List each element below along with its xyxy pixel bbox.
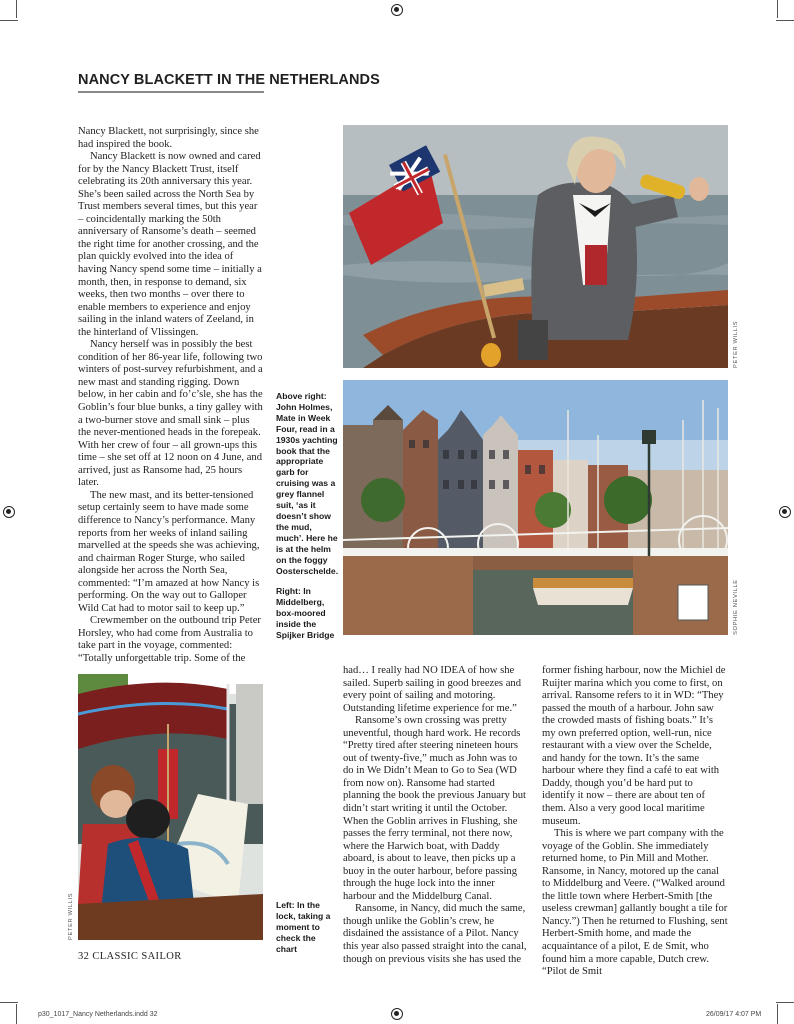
caption-left: Left: In the lock, taking a moment to check the chart xyxy=(276,900,331,954)
registration-mark-icon xyxy=(391,1008,403,1020)
crop-mark xyxy=(776,1002,794,1003)
bridge-photo-illustration xyxy=(343,380,728,635)
page-folio: 32 CLASSIC SAILOR xyxy=(78,951,182,962)
crop-mark xyxy=(0,1002,18,1003)
photo-lock-chart xyxy=(78,664,263,940)
lock-photo-illustration xyxy=(78,664,263,940)
paragraph: Crewmember on the outbound trip Peter Horsley, who had come from Australia to take part in the voyage, commented: “Totally unforgettable trip. Some of the xyxy=(78,615,261,664)
article-column-3 xyxy=(542,665,728,979)
article-column-1 xyxy=(78,126,264,691)
paragraph: Nancy Blackett, not surprisingly, since she had inspired the book. xyxy=(78,126,259,150)
crop-mark xyxy=(776,20,794,21)
crop-mark xyxy=(16,0,17,18)
registration-mark-icon xyxy=(391,4,403,16)
paragraph: Ransome, in Nancy, did much the same, though unlike the Goblin’s crew, he disdained the assistance of a Pilot. Nancy this year also passed straight into the canal, though on previous visits she has used the xyxy=(343,903,527,965)
paragraph: The new mast, and its better-tensioned setup certainly seem to have made some difference to Nancy’s performance. Many reports from her weeks of inland sailing marvelled at the speeds she was achieving, and chairman Roger Sturge, who sailed alongside her across the North Sea, commented: “I’m amazed at how Nancy is performing. On the way out to Galloper Wild Cat had to motor sail to keep up.” xyxy=(78,489,260,614)
article-column-2 xyxy=(343,665,529,966)
photo-helmsman-oosterschelde xyxy=(343,125,728,368)
paragraph: This is where we part company with the voyage of the Goblin. She immediately returned home, to Pin Mill and Mother. Ransome, in Nancy, motored up the canal to Middelburg and Veere. (“Walked around the little town where Herbert-Smith [the useless crewman] gallantly bought a tile for Nancy.”) Then he returned to Flushing, sent Herbert-Smith home, and made the acquaintance of a pilot, E de Smit, who found him a more capable, Dutch crew. “Pilot de Smit xyxy=(542,828,728,978)
photo-spijker-bridge xyxy=(343,380,728,635)
paragraph: Nancy herself was in possibly the best condition of her 86-year life, following two winters of post-survey refurbishment, and a new mast and standing rigging. Down below, in her cabin and fo’c’sle, she has the Goblin’s four blue bunks, a tiny galley with a two-burner stove and small sink – plus the never-mentioned heads in the forepeak. With her crew of four – all grown-ups this time – she set off at 12 noon on 4 June, and arrived, just as Ransome had, 25 hours later. xyxy=(78,339,263,489)
registration-mark-icon xyxy=(779,506,791,518)
crop-mark xyxy=(777,1004,778,1024)
paragraph: former fishing harbour, now the Michiel de Ruijter marina which you come to first, on arrival. Ransome refers to it in WD: “They passed the mouth of a harbour. John saw the crowded masts of fishing boats.” It’s my own preferred option, well-run, nice restaurant with a view over the Schelde, and handy for the town. It’s the same harbour where they find a café to eat with Daddy, though you’d be hard put to identify it now – there are about ten of them. Also a very good local maritime museum. xyxy=(542,665,726,827)
print-slug-date: 26/09/17 4:07 PM xyxy=(706,1011,762,1018)
crop-mark xyxy=(777,0,778,18)
photo-credit: PETER WILLIS xyxy=(733,320,739,368)
caption-above-right: Above right: John Holmes, Mate in Week Four, read in a 1930s yachting book that the appropriate garb for cruising was a grey flannel suit, ‘as it doesn’t show the mud, much’. Here he is at the helm on the foggy Oosterschelde. xyxy=(276,391,339,576)
paragraph: had… I really had NO IDEA of how she sailed. Superb sailing in good breezes and every point of sailing and motoring. Outstanding lifetime experience for me.” xyxy=(343,665,521,714)
registration-mark-icon xyxy=(3,506,15,518)
crop-mark xyxy=(0,20,18,21)
section-title: NANCY BLACKETT IN THE NETHERLANDS xyxy=(78,72,380,88)
paragraph: Ransome’s own crossing was pretty uneventful, though hard work. He records “Pretty tired after steering nineteen hours out of twenty-five,” much as John was to do in We Didn’t Mean to Go to Sea (WD from now on). Ransome had started planning the book the previous January but didn’t start writing it until the October. When the Goblin arrives in Flushing, she passes the ferry terminal, not there now, where the Harwich boat, with Daddy aboard, is about to leave, then picks up a buoy in the outer harbour, before passing through the huge lock into the inner harbour and the Middelburg Canal. xyxy=(343,715,527,902)
photo-credit: SOPHIE NEVILLE xyxy=(733,579,739,635)
helmsman-photo-illustration xyxy=(343,125,728,368)
caption-right: Right: In Middelberg, box-moored inside the Spijker Bridge xyxy=(276,586,335,640)
paragraph: Nancy Blackett is now owned and cared for by the Nancy Blackett Trust, itself celebrating its 20th anniversary this year. She’s been sailed across the North Sea by Trust members several times, but this year – coincidentally marking the 50th anniversary of Ransome’s death – seemed the right time for another crossing, and the plan quickly evolved into the idea of having Nancy spend some time – initially a month, then, in response to demand, six weeks, then two months – over there to enable members to experience and enjoy sailing in the inland waters of Zeeland, in the hinterland of Vlissingen. xyxy=(78,151,262,338)
title-rule xyxy=(78,91,264,93)
print-slug-file: p30_1017_Nancy Netherlands.indd 32 xyxy=(38,1011,158,1018)
crop-mark xyxy=(16,1004,17,1024)
photo-credit: PETER WILLIS xyxy=(68,892,74,940)
